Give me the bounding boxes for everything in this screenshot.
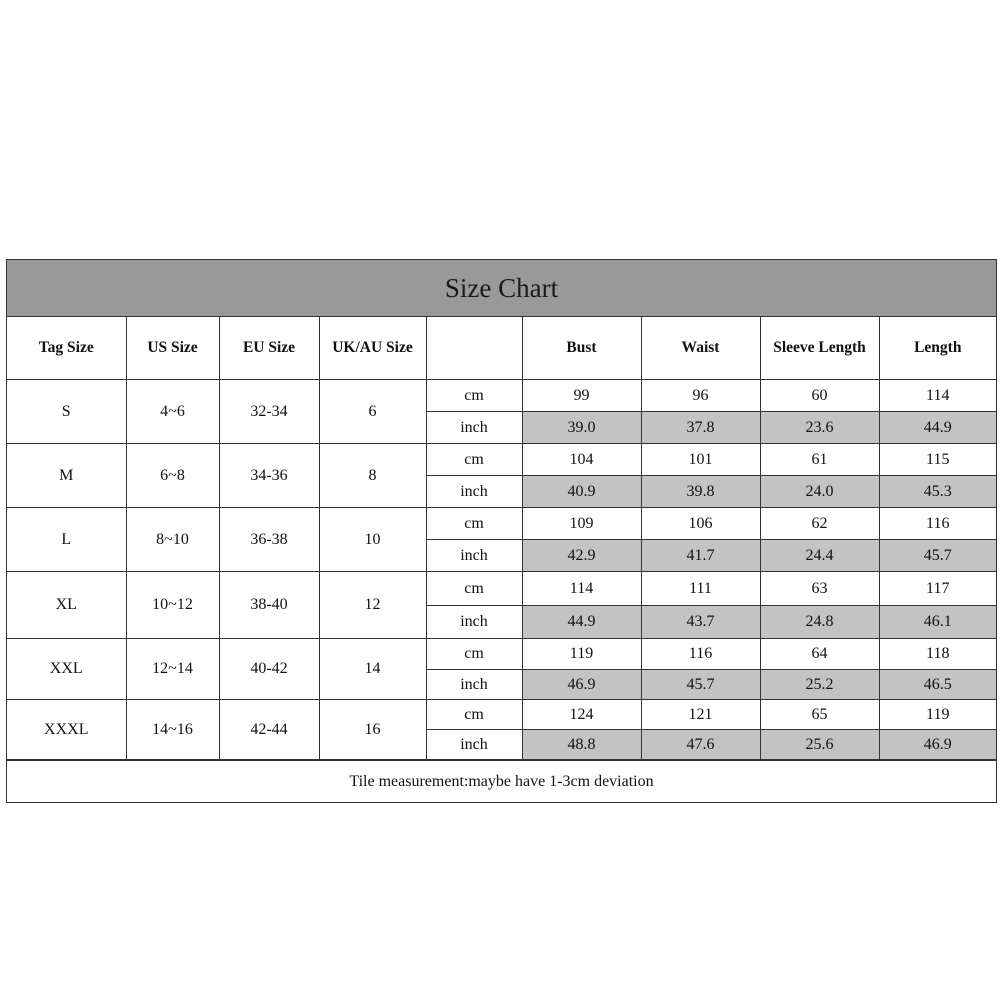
us-size-cell: 6~8 <box>126 444 219 508</box>
uk-au-size-cell: 16 <box>319 700 426 760</box>
waist-inch-cell: 39.8 <box>641 476 760 508</box>
unit-cm-label: cm <box>426 700 522 730</box>
unit-inch-label: inch <box>426 606 522 639</box>
sleeve-cm-cell: 60 <box>760 380 879 412</box>
waist-cm-cell: 121 <box>641 700 760 730</box>
header-unit <box>426 317 522 380</box>
sleeve-cm-cell: 61 <box>760 444 879 476</box>
header-tag-size: Tag Size <box>7 317 126 380</box>
sleeve-inch-cell: 25.2 <box>760 670 879 700</box>
unit-cm-label: cm <box>426 444 522 476</box>
size-row-cm <box>7 508 996 540</box>
bust-inch-cell: 40.9 <box>522 476 641 508</box>
length-inch-cell: 45.3 <box>879 476 996 508</box>
header-row <box>7 317 996 380</box>
us-size-cell: 10~12 <box>126 572 219 639</box>
waist-inch-cell: 45.7 <box>641 670 760 700</box>
bust-inch-cell: 48.8 <box>522 730 641 760</box>
bust-cm-cell: 109 <box>522 508 641 540</box>
eu-size-cell: 36-38 <box>219 508 319 572</box>
unit-inch-label: inch <box>426 476 522 508</box>
length-cm-cell: 116 <box>879 508 996 540</box>
header-length: Length <box>879 317 996 380</box>
size-table <box>7 317 996 760</box>
tag-size-cell: S <box>7 380 126 444</box>
bust-inch-cell: 46.9 <box>522 670 641 700</box>
waist-cm-cell: 101 <box>641 444 760 476</box>
us-size-cell: 14~16 <box>126 700 219 760</box>
header-eu-size: EU Size <box>219 317 319 380</box>
uk-au-size-cell: 8 <box>319 444 426 508</box>
unit-cm-label: cm <box>426 572 522 606</box>
unit-inch-label: inch <box>426 670 522 700</box>
bust-inch-cell: 39.0 <box>522 412 641 444</box>
eu-size-cell: 32-34 <box>219 380 319 444</box>
sleeve-inch-cell: 24.4 <box>760 540 879 572</box>
bust-cm-cell: 119 <box>522 639 641 670</box>
bust-cm-cell: 99 <box>522 380 641 412</box>
length-cm-cell: 117 <box>879 572 996 606</box>
uk-au-size-cell: 12 <box>319 572 426 639</box>
header-us-size: US Size <box>126 317 219 380</box>
tag-size-cell: L <box>7 508 126 572</box>
header-sleeve-length: Sleeve Length <box>760 317 879 380</box>
waist-cm-cell: 106 <box>641 508 760 540</box>
sleeve-cm-cell: 62 <box>760 508 879 540</box>
size-row-cm <box>7 380 996 412</box>
size-chart <box>6 259 997 803</box>
us-size-cell: 12~14 <box>126 639 219 700</box>
length-inch-cell: 45.7 <box>879 540 996 572</box>
unit-cm-label: cm <box>426 380 522 412</box>
header-bust: Bust <box>522 317 641 380</box>
us-size-cell: 8~10 <box>126 508 219 572</box>
length-inch-cell: 46.9 <box>879 730 996 760</box>
chart-title: Size Chart <box>7 260 996 317</box>
tag-size-cell: XL <box>7 572 126 639</box>
uk-au-size-cell: 10 <box>319 508 426 572</box>
length-cm-cell: 119 <box>879 700 996 730</box>
bust-inch-cell: 42.9 <box>522 540 641 572</box>
footer-note: Tile measurement:maybe have 1-3cm deviation <box>7 760 996 802</box>
unit-cm-label: cm <box>426 508 522 540</box>
us-size-cell: 4~6 <box>126 380 219 444</box>
length-cm-cell: 114 <box>879 380 996 412</box>
unit-inch-label: inch <box>426 730 522 760</box>
uk-au-size-cell: 14 <box>319 639 426 700</box>
unit-cm-label: cm <box>426 639 522 670</box>
uk-au-size-cell: 6 <box>319 380 426 444</box>
bust-inch-cell: 44.9 <box>522 606 641 639</box>
sleeve-cm-cell: 64 <box>760 639 879 670</box>
unit-inch-label: inch <box>426 412 522 444</box>
header-waist: Waist <box>641 317 760 380</box>
size-row-cm <box>7 444 996 476</box>
waist-cm-cell: 96 <box>641 380 760 412</box>
bust-cm-cell: 104 <box>522 444 641 476</box>
eu-size-cell: 38-40 <box>219 572 319 639</box>
sleeve-inch-cell: 25.6 <box>760 730 879 760</box>
size-row-cm <box>7 639 996 670</box>
bust-cm-cell: 124 <box>522 700 641 730</box>
tag-size-cell: XXL <box>7 639 126 700</box>
length-cm-cell: 115 <box>879 444 996 476</box>
size-row-cm <box>7 700 996 730</box>
waist-cm-cell: 116 <box>641 639 760 670</box>
eu-size-cell: 34-36 <box>219 444 319 508</box>
size-row-cm <box>7 572 996 606</box>
length-inch-cell: 44.9 <box>879 412 996 444</box>
tag-size-cell: XXXL <box>7 700 126 760</box>
eu-size-cell: 42-44 <box>219 700 319 760</box>
header-uk-au-size: UK/AU Size <box>319 317 426 380</box>
length-cm-cell: 118 <box>879 639 996 670</box>
waist-inch-cell: 41.7 <box>641 540 760 572</box>
length-inch-cell: 46.1 <box>879 606 996 639</box>
waist-cm-cell: 111 <box>641 572 760 606</box>
sleeve-inch-cell: 23.6 <box>760 412 879 444</box>
sleeve-inch-cell: 24.0 <box>760 476 879 508</box>
length-inch-cell: 46.5 <box>879 670 996 700</box>
sleeve-cm-cell: 63 <box>760 572 879 606</box>
sleeve-inch-cell: 24.8 <box>760 606 879 639</box>
bust-cm-cell: 114 <box>522 572 641 606</box>
unit-inch-label: inch <box>426 540 522 572</box>
waist-inch-cell: 47.6 <box>641 730 760 760</box>
eu-size-cell: 40-42 <box>219 639 319 700</box>
sleeve-cm-cell: 65 <box>760 700 879 730</box>
waist-inch-cell: 37.8 <box>641 412 760 444</box>
tag-size-cell: M <box>7 444 126 508</box>
waist-inch-cell: 43.7 <box>641 606 760 639</box>
